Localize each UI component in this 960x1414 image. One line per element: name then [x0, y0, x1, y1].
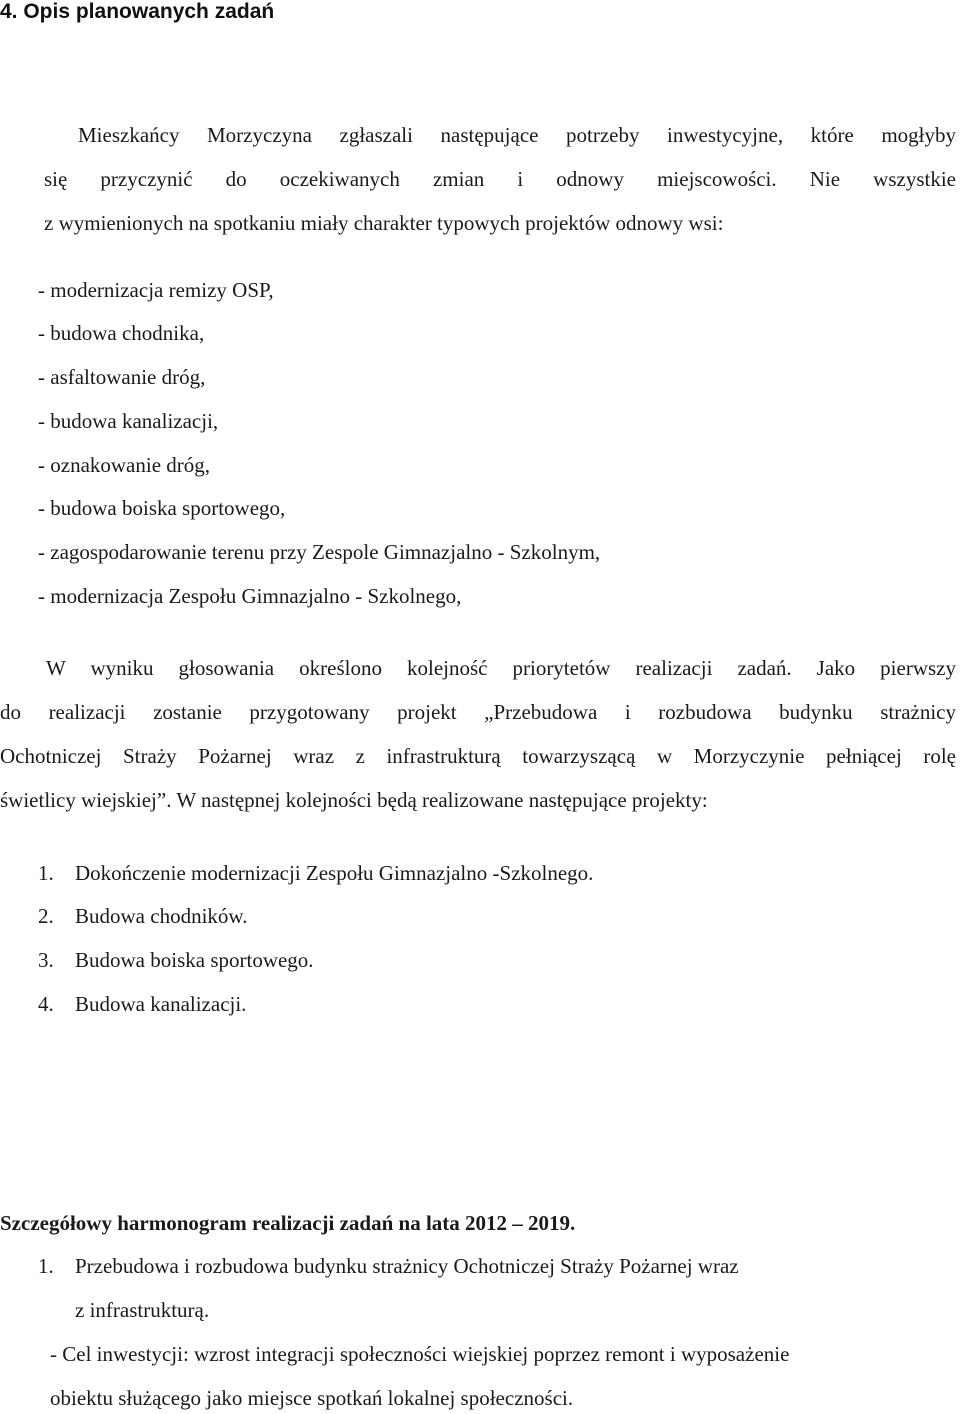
schedule-goal: - Cel inwestycji: wzrost integracji społeczności wiejskiej poprzez remont i wyposażenie: [50, 1342, 790, 1366]
list-item: - budowa kanalizacji,: [38, 409, 219, 433]
intro-line: Mieszkańcy Morzyczyna zgłaszali następujące potrzeby inwestycyjne, które mogłyby: [78, 123, 956, 147]
list-item: - budowa chodnika,: [38, 321, 205, 345]
intro-paragraph: [44, 113, 956, 245]
list-number: 1.: [38, 861, 54, 885]
list-number: 1.: [38, 1254, 54, 1278]
schedule-item-text: Przebudowa i rozbudowa budynku strażnicy Ochotniczej Straży Pożarnej wraz: [75, 1254, 739, 1278]
list-number: 3.: [38, 948, 54, 972]
list-text: Budowa chodników.: [75, 904, 248, 928]
list-item: - asfaltowanie dróg,: [38, 365, 206, 389]
schedule-heading: Szczegółowy harmonogram realizacji zadań na lata 2012 – 2019.: [0, 1211, 576, 1235]
schedule-goal-continuation: obiektu służącego jako miejsce spotkań lokalnej społeczności.: [50, 1386, 574, 1410]
schedule-item-continuation: z infrastrukturą.: [75, 1298, 210, 1322]
intro-line: się przyczynić do oczekiwanych zmian i odnowy miejscowości. Nie wszystkie: [44, 167, 956, 191]
list-item: [38, 860, 593, 886]
list-text: Budowa boiska sportowego.: [75, 948, 314, 972]
voting-line: do realizacji zostanie przygotowany projekt „Przebudowa i rozbudowa budynku strażnicy: [0, 700, 956, 724]
list-item: [38, 947, 314, 973]
list-item: - modernizacja Zespołu Gimnazjalno - Szkolnego,: [38, 584, 462, 608]
voting-paragraph: [0, 646, 956, 822]
list-item: - oznakowanie dróg,: [38, 453, 211, 477]
schedule-item: [38, 1253, 739, 1279]
list-item: - budowa boiska sportowego,: [38, 496, 286, 520]
list-number: 4.: [38, 992, 54, 1016]
intro-line: z wymienionych na spotkaniu miały charakter typowych projektów odnowy wsi:: [44, 211, 724, 235]
list-item: - modernizacja remizy OSP,: [38, 278, 274, 302]
list-number: 2.: [38, 904, 54, 928]
list-item: [38, 903, 247, 929]
list-text: Budowa kanalizacji.: [75, 992, 247, 1016]
section-heading: 4. Opis planowanych zadań: [0, 0, 275, 23]
voting-line: świetlicy wiejskiej”. W następnej kolejności będą realizowane następujące projekty:: [0, 788, 708, 812]
list-item: [38, 991, 246, 1017]
list-item: - zagospodarowanie terenu przy Zespole Gimnazjalno - Szkolnym,: [38, 540, 601, 564]
list-text: Dokończenie modernizacji Zespołu Gimnazjalno -Szkolnego.: [75, 861, 594, 885]
voting-line: W wyniku głosowania określono kolejność priorytetów realizacji zadań. Jako pierwszy: [46, 656, 956, 680]
voting-line: Ochotniczej Straży Pożarnej wraz z infrastrukturą towarzyszącą w Morzyczynie pełniącej rolę: [0, 744, 956, 768]
